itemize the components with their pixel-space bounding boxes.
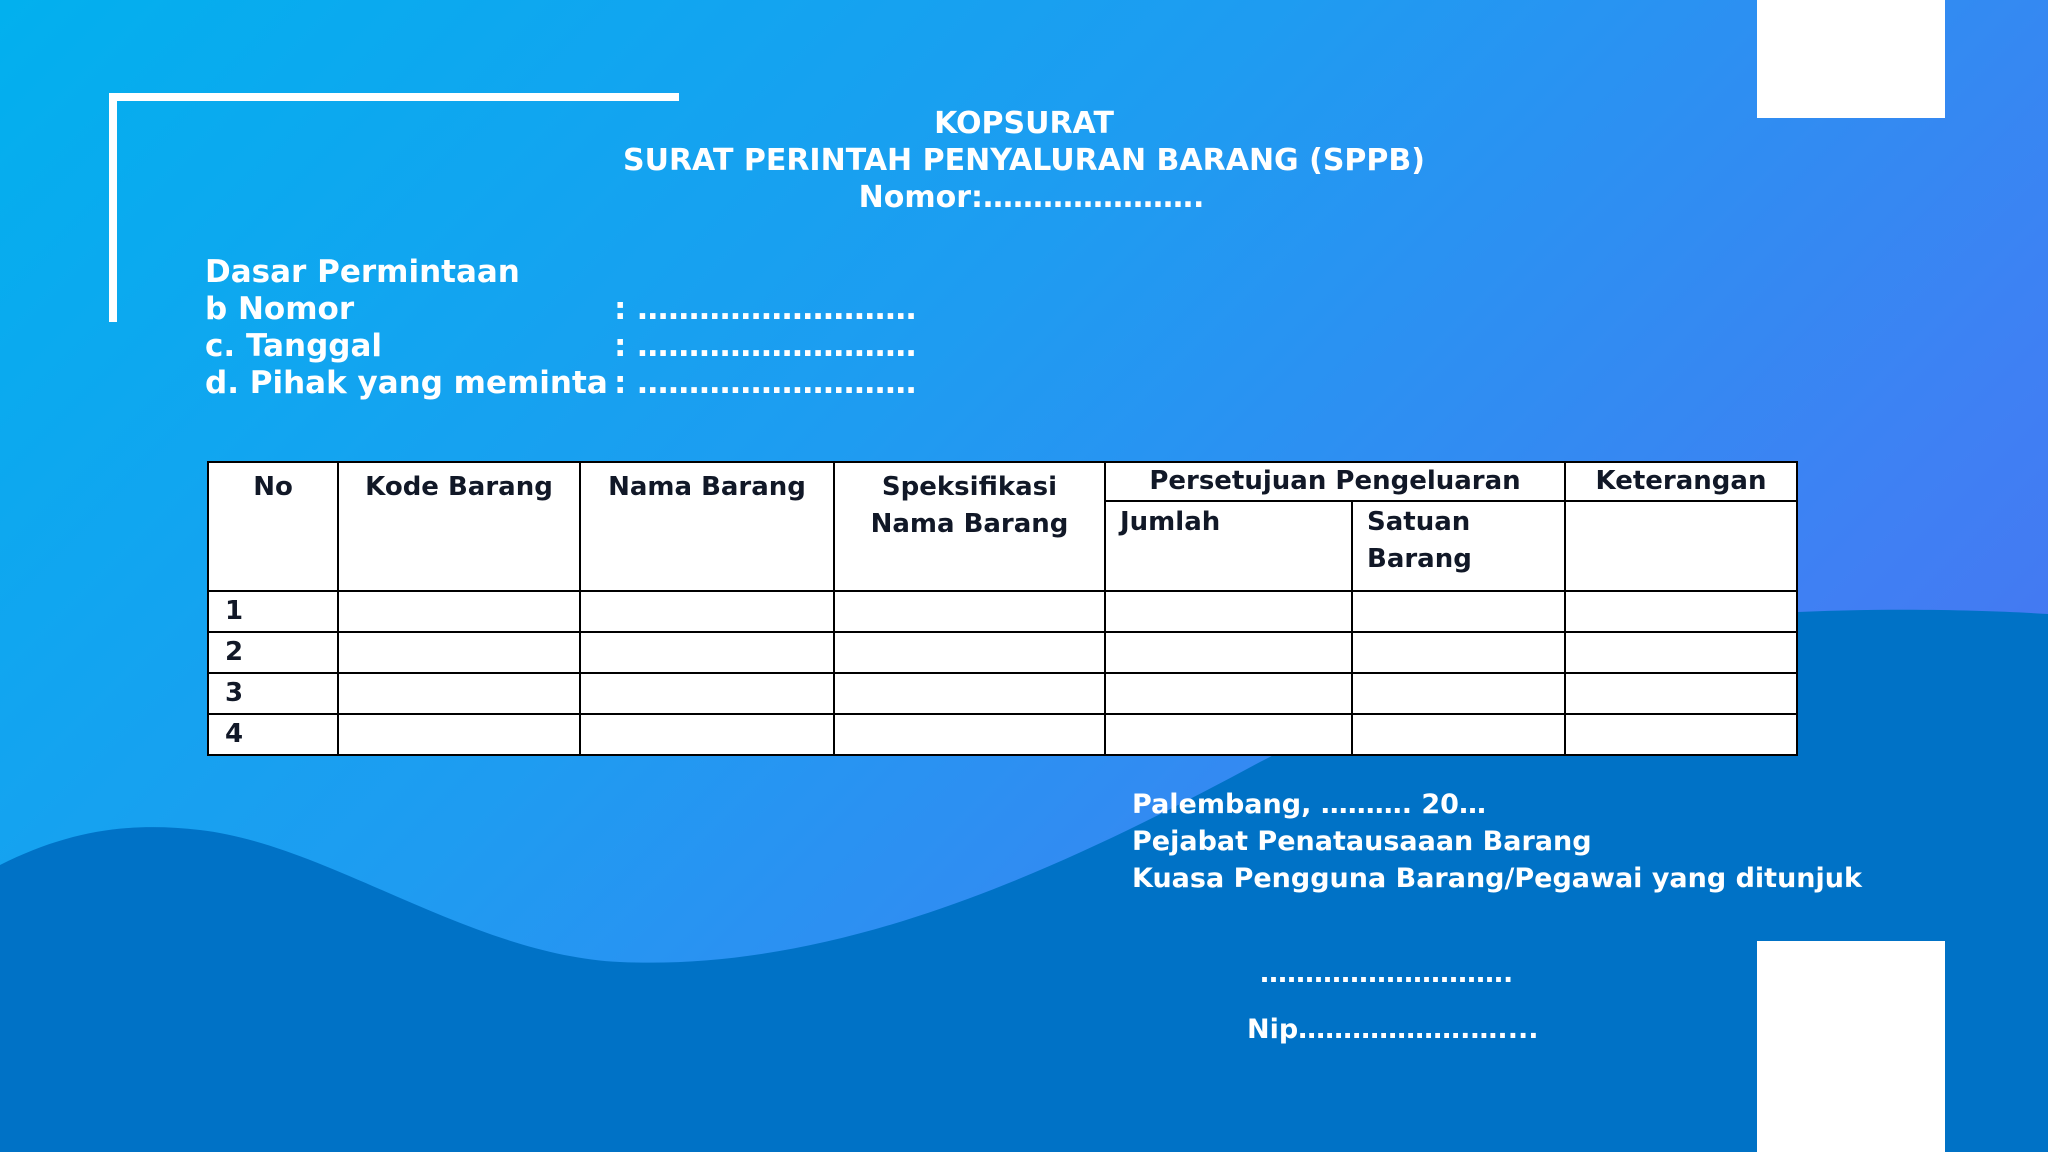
header-spesifikasi: Speksifikasi Nama Barang xyxy=(834,462,1105,591)
cell-kode-barang xyxy=(338,591,580,632)
cell-kode-barang xyxy=(338,673,580,714)
cell-spesifikasi xyxy=(834,632,1105,673)
white-box-bottom-right xyxy=(1757,941,1945,1152)
table-row xyxy=(208,673,1797,714)
cell-jumlah xyxy=(1105,591,1352,632)
header-jumlah: Jumlah xyxy=(1105,501,1352,591)
row-number: 2 xyxy=(208,632,338,673)
cell-satuan xyxy=(1352,632,1565,673)
cell-nama-barang xyxy=(580,714,834,755)
cell-satuan xyxy=(1352,591,1565,632)
dasar-field-pihak xyxy=(205,365,916,402)
field-label: c. Tanggal xyxy=(205,328,383,364)
table-row xyxy=(208,591,1797,632)
field-value: : ……………………… xyxy=(614,365,917,401)
signer-nip: Nip……………….….... xyxy=(1247,1014,1539,1045)
dasar-title: Dasar Permintaan xyxy=(205,254,520,290)
cell-satuan xyxy=(1352,714,1565,755)
cell-nama-barang xyxy=(580,632,834,673)
field-value: : ……………………… xyxy=(614,328,917,364)
dasar-field-nomor xyxy=(205,291,916,328)
header-persetujuan: Persetujuan Pengeluaran xyxy=(1105,462,1565,501)
cell-nama-barang xyxy=(580,673,834,714)
header-kode-barang: Kode Barang xyxy=(338,462,580,591)
field-label: d. Pihak yang meminta xyxy=(205,365,608,401)
white-box-top-right xyxy=(1757,0,1945,118)
cell-satuan xyxy=(1352,673,1565,714)
dasar-permintaan-section xyxy=(205,254,916,402)
field-value: : ……………………… xyxy=(614,291,917,327)
cell-jumlah xyxy=(1105,632,1352,673)
document-title: SURAT PERINTAH PENYALURAN BARANG (SPPB) xyxy=(622,143,1425,178)
header-satuan-barang: Satuan Barang xyxy=(1352,501,1565,591)
cell-kode-barang xyxy=(338,714,580,755)
cell-keterangan xyxy=(1565,714,1797,755)
sppb-table xyxy=(207,461,1798,756)
table-row xyxy=(208,714,1797,755)
field-label: b Nomor xyxy=(205,291,355,327)
cell-keterangan xyxy=(1565,632,1797,673)
cell-nama-barang xyxy=(580,591,834,632)
place-date: Palembang, ………. 20… xyxy=(1132,789,1486,820)
header-no: No xyxy=(208,462,338,591)
cell-keterangan xyxy=(1565,673,1797,714)
kopsurat-title: KOPSURAT xyxy=(934,106,1114,141)
cell-jumlah xyxy=(1105,673,1352,714)
cell-keterangan xyxy=(1565,591,1797,632)
signer-title-2: Kuasa Pengguna Barang/Pegawai yang ditunjuk xyxy=(1132,863,1862,894)
row-number: 1 xyxy=(208,591,338,632)
row-number: 4 xyxy=(208,714,338,755)
signature-block xyxy=(1132,786,1862,897)
row-number: 3 xyxy=(208,673,338,714)
signer-title-1: Pejabat Penatausaaan Barang xyxy=(1132,826,1592,857)
header-nama-barang: Nama Barang xyxy=(580,462,834,591)
header-keterangan: Keterangan xyxy=(1565,462,1797,501)
dasar-field-tanggal xyxy=(205,328,916,365)
table-row xyxy=(208,632,1797,673)
table-header-row xyxy=(208,462,1797,501)
signer-name-placeholder: ………………………. xyxy=(1260,958,1514,989)
cell-jumlah xyxy=(1105,714,1352,755)
cell-spesifikasi xyxy=(834,673,1105,714)
cell-spesifikasi xyxy=(834,714,1105,755)
header-keterangan-blank xyxy=(1565,501,1797,591)
document-number: Nomor:…………………. xyxy=(858,180,1205,215)
cell-spesifikasi xyxy=(834,591,1105,632)
dasar-title-row xyxy=(205,254,916,291)
corner-frame-top-line xyxy=(109,93,679,101)
letter-header xyxy=(0,105,2048,216)
cell-kode-barang xyxy=(338,632,580,673)
